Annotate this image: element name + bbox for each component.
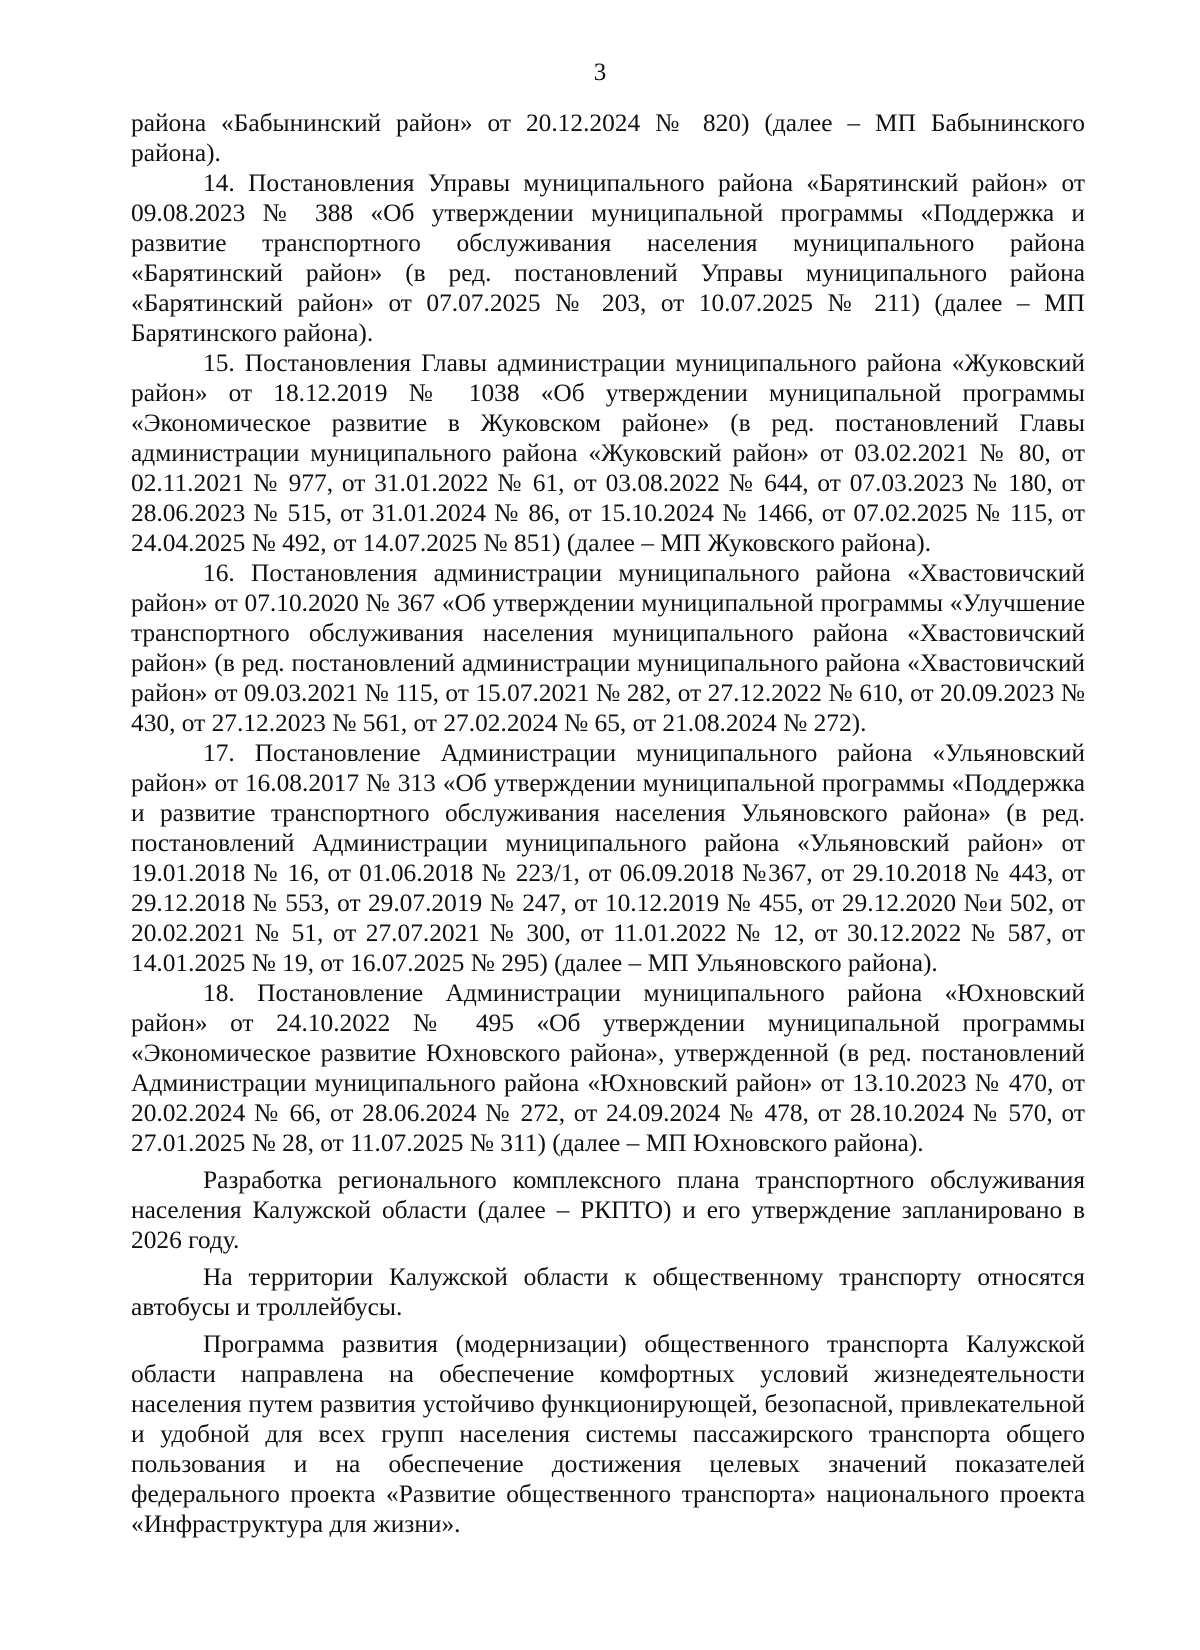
paragraph-item-17: 17. Постановление Администрации муниципального района «Ульяновский район» от 16.08.2017 № 313 «Об утверждении муниципальной программы «Поддержка и развитие транспортного обслуживания населения Ульяновского района» (в ред. постановлений Администрации муниципального района «Ульяновский район» от 19.01.2018 № 16, от 01.06.2018 № 223/1, от 06.09.2018 №367, от 29.10.2018 № 443, от 29.12.2018 № 553, от 29.07.2019 № 247, от 10.12.2019 № 455, от 29.12.2020 №и 502, от 20.02.2021 № 51, от 27.07.2021 № 300, от 11.01.2022 № 12, от 30.12.2022 № 587, от 14.01.2025 № 19, от 16.07.2025 № 295) (далее – МП Ульяновского района). (131, 739, 1085, 977)
paragraph-public-transport: На территории Калужской области к общественному транспорту относятся автобусы и троллейбусы. (131, 1263, 1085, 1321)
paragraph-rkpto: Разработка регионального комплексного плана транспортного обслуживания населения Калужской области (далее – РКПТО) и его утверждение запланировано в 2026 году. (131, 1166, 1085, 1254)
paragraph-program: Программа развития (модернизации) общественного транспорта Калужской области направлена на обеспечение комфортных условий жизнедеятельности населения путем развития устойчиво функционирующей, безопасной, привлекательной и удобной для всех групп населения системы пассажирского транспорта общего пользования и на обеспечение достижения целевых значений показателей федерального проекта «Развитие общественного транспорта» национального проекта «Инфраструктура для жизни». (131, 1330, 1085, 1538)
page-number: 3 (593, 59, 607, 86)
paragraph-item-14: 14. Постановления Управы муниципального района «Барятинский район» от 09.08.2023 № 388 «Об утверждении муниципальной программы «Поддержка и развитие транспортного обслуживания населения муниципального района «Барятинский район» (в ред. постановлений Управы муниципального района «Барятинский район» от 07.07.2025 № 203, от 10.07.2025 № 211) (далее – МП Барятинского района). (131, 169, 1085, 347)
paragraph-item-18: 18. Постановление Администрации муниципального района «Юхновский район» от 24.10.2022 № 495 «Об утверждении муниципальной программы «Экономическое развитие Юхновского района», утвержденной (в ред. постановлений Администрации муниципального района «Юхновский район» от 13.10.2023 № 470, от 20.02.2024 № 66, от 28.06.2024 № 272, от 24.09.2024 № 478, от 28.10.2024 № 570, от 27.01.2025 № 28, от 11.07.2025 № 311) (далее – МП Юхновского района). (131, 979, 1085, 1157)
paragraph-item-16: 16. Постановления администрации муниципального района «Хвастовичский район» от 07.10.2020 № 367 «Об утверждении муниципальной программы «Улучшение транспортного обслуживания населения муниципального района «Хвастовичский район» (в ред. постановлений администрации муниципального района «Хвастовичский район» от 09.03.2021 № 115, от 15.07.2021 № 282, от 27.12.2022 № 610, от 20.09.2023 № 430, от 27.12.2023 № 561, от 27.02.2024 № 65, от 21.08.2024 № 272). (131, 559, 1085, 737)
document-body (131, 108, 1085, 1539)
paragraph-continuation: района «Бабынинский район» от 20.12.2024 № 820) (далее – МП Бабынинского района). (131, 109, 1085, 167)
paragraph-item-15: 15. Постановления Главы администрации муниципального района «Жуковский район» от 18.12.2019 № 1038 «Об утверждении муниципальной программы «Экономическое развитие в Жуковском районе» (в ред. постановлений Главы администрации муниципального района «Жуковский район» от 03.02.2021 № 80, от 02.11.2021 № 977, от 31.01.2022 № 61, от 03.08.2022 № 644, от 07.03.2023 № 180, от 28.06.2023 № 515, от 31.01.2024 № 86, от 15.10.2024 № 1466, от 07.02.2025 № 115, от 24.04.2025 № 492, от 14.07.2025 № 851) (далее – МП Жуковского района). (131, 349, 1085, 557)
